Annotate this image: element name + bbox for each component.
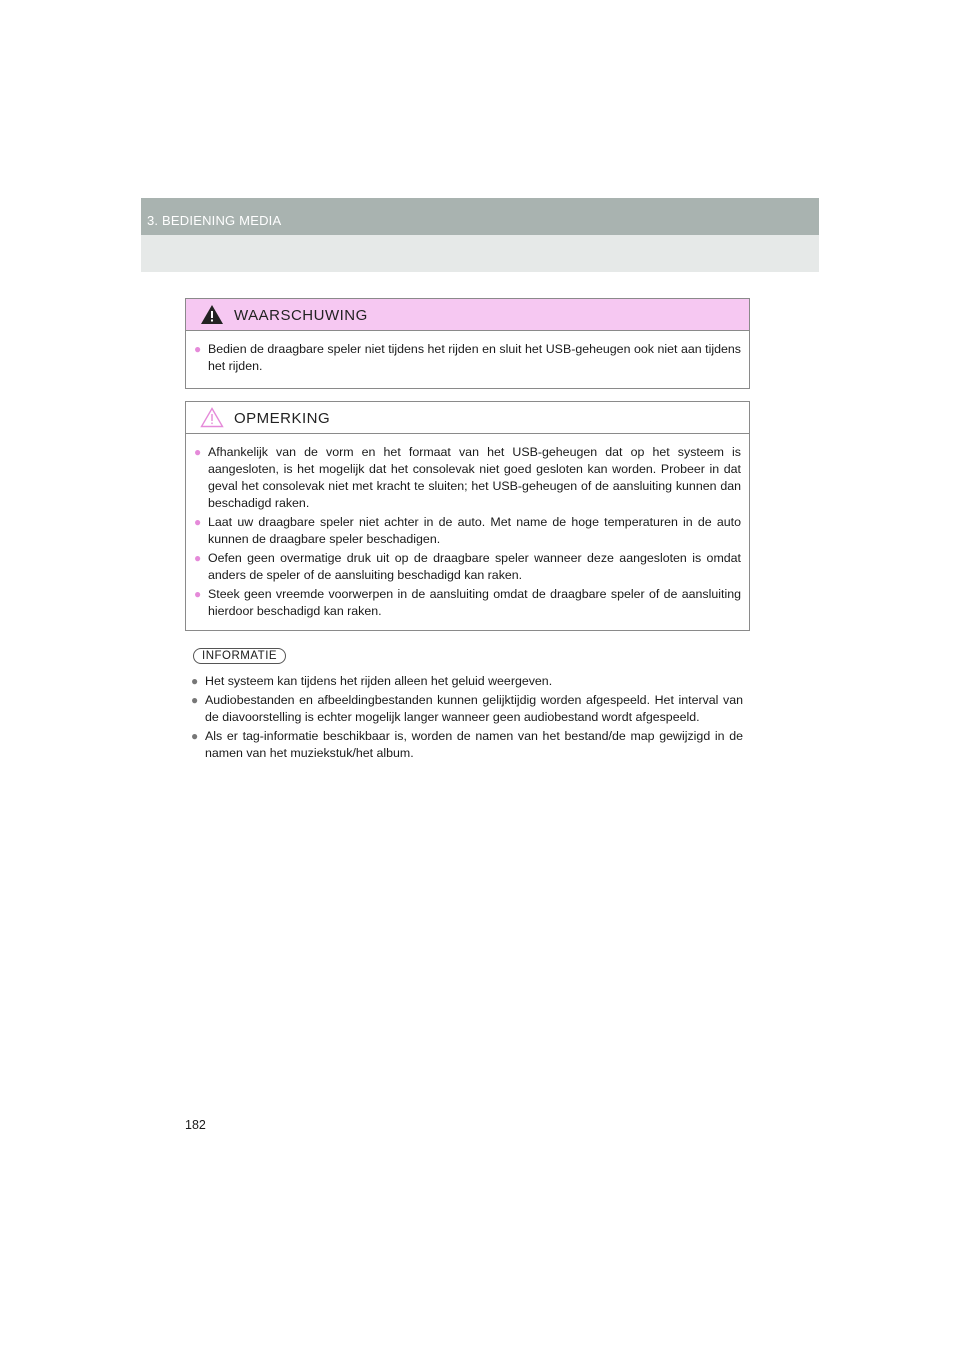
bullet-dot-icon: ● <box>191 729 199 743</box>
bullet-dot-icon: ● <box>194 515 202 529</box>
list-item <box>194 341 741 375</box>
list-item <box>194 550 741 584</box>
notice-triangle-icon <box>200 407 224 428</box>
list-item <box>194 444 741 512</box>
notice-item-text: Steek geen vreemde voorwerpen in de aansluiting omdat de draagbare speler of de aansluiting hierdoor beschadigd kan raken. <box>208 587 741 618</box>
notice-item-text: Oefen geen overmatige druk uit op de draagbare speler wanneer deze aangesloten is omdat anders de speler of de aansluiting beschadigd kan raken. <box>208 551 741 582</box>
info-list <box>191 673 743 764</box>
info-item-text: Audiobestanden en afbeeldingbestanden kunnen gelijktijdig worden afgespeeld. Het interval van de diavoorstelling is echter mogelijk langer wanneer geen audiobestand wordt afgespeeld. <box>205 693 743 724</box>
notice-item-text: Afhankelijk van de vorm en het formaat van het USB-geheugen dat op het systeem is aangesloten, is het mogelijk dat het consolevak niet goed gesloten kan worden. Probeer in dat geval het consolevak niet met kracht te sluiten; het USB-geheugen of de aansluiting kunnen dan beschadigd raken. <box>208 445 741 510</box>
list-item <box>191 728 743 762</box>
info-label: INFORMATIE <box>193 648 286 664</box>
section-title: 3. BEDIENING MEDIA <box>147 213 282 228</box>
header-band <box>141 198 819 272</box>
notice-title: OPMERKING <box>234 410 331 427</box>
bullet-dot-icon: ● <box>194 342 202 356</box>
warning-title: WAARSCHUWING <box>234 307 368 324</box>
page-number: 182 <box>185 1118 206 1132</box>
bullet-dot-icon: ● <box>191 693 199 707</box>
notice-item-text: Laat uw draagbare speler niet achter in de auto. Met name de hoge temperaturen in de auto kunnen de draagbare speler beschadigen. <box>208 515 741 546</box>
warning-triangle-icon <box>200 304 224 325</box>
warning-item-text: Bedien de draagbare speler niet tijdens het rijden en sluit het USB-geheugen ook niet aan tijdens het rijden. <box>208 342 741 373</box>
warning-header <box>186 299 749 331</box>
info-item-text: Het systeem kan tijdens het rijden alleen het geluid weergeven. <box>205 674 553 688</box>
list-item <box>194 514 741 548</box>
header-top-bar <box>141 198 819 235</box>
notice-body <box>186 434 749 632</box>
bullet-dot-icon: ● <box>194 551 202 565</box>
warning-box <box>185 298 750 389</box>
list-item <box>191 673 743 690</box>
notice-box <box>185 401 750 631</box>
warning-body <box>186 331 749 387</box>
info-item-text: Als er tag-informatie beschikbaar is, worden de namen van het bestand/de map gewijzigd in de namen van het muziekstuk/het album. <box>205 729 743 760</box>
bullet-dot-icon: ● <box>194 587 202 601</box>
notice-header <box>186 402 749 434</box>
bullet-dot-icon: ● <box>194 445 202 459</box>
list-item <box>191 692 743 726</box>
bullet-dot-icon: ● <box>191 674 199 688</box>
list-item <box>194 586 741 620</box>
